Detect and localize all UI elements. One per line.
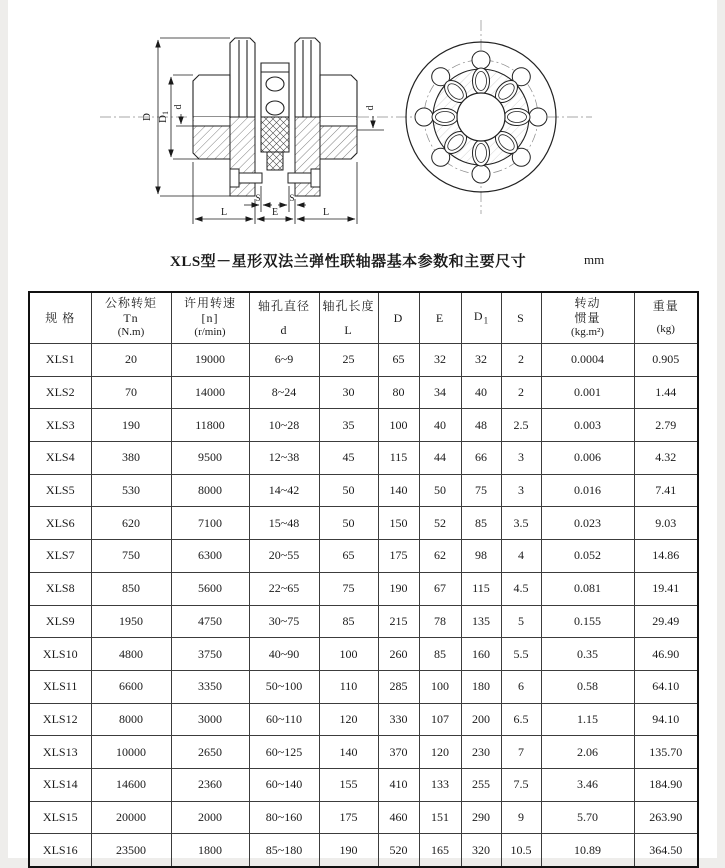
cell: 184.90 bbox=[634, 768, 698, 801]
coupling-drawing-svg bbox=[0, 0, 725, 245]
cell: 133 bbox=[419, 768, 461, 801]
cell: 140 bbox=[378, 474, 419, 507]
row-label: XLS1 bbox=[29, 344, 91, 377]
header-line: S bbox=[517, 310, 525, 325]
cell: 850 bbox=[91, 572, 171, 605]
header-line: (kg) bbox=[656, 323, 675, 336]
cell: 1.15 bbox=[541, 703, 634, 736]
cell: 7100 bbox=[171, 507, 249, 540]
cell: 60~125 bbox=[249, 736, 319, 769]
cell: 120 bbox=[419, 736, 461, 769]
cell: 50 bbox=[319, 474, 378, 507]
cell: 0.0004 bbox=[541, 344, 634, 377]
table-row bbox=[29, 507, 698, 540]
cell: 364.50 bbox=[634, 834, 698, 867]
cell: 20 bbox=[91, 344, 171, 377]
cell: 110 bbox=[319, 670, 378, 703]
cell: 0.001 bbox=[541, 376, 634, 409]
cell: 98 bbox=[461, 540, 501, 573]
table-row bbox=[29, 801, 698, 834]
cell: 0.052 bbox=[541, 540, 634, 573]
header-line: $D_1$ bbox=[473, 309, 489, 326]
cell: 46.90 bbox=[634, 638, 698, 671]
cell: 151 bbox=[419, 801, 461, 834]
cell: 19000 bbox=[171, 344, 249, 377]
cell: 165 bbox=[419, 834, 461, 867]
cell: 530 bbox=[91, 474, 171, 507]
cell: 5.5 bbox=[501, 638, 541, 671]
cell: 80 bbox=[378, 376, 419, 409]
row-label: XLS3 bbox=[29, 409, 91, 442]
table-row bbox=[29, 703, 698, 736]
header-line: D bbox=[393, 310, 404, 325]
header-line: E bbox=[435, 310, 445, 325]
cell: 70 bbox=[91, 376, 171, 409]
cell: 85 bbox=[419, 638, 461, 671]
header-line: [n] bbox=[201, 311, 219, 326]
cell: 12~38 bbox=[249, 442, 319, 475]
row-label: XLS9 bbox=[29, 605, 91, 638]
cell: 100 bbox=[378, 409, 419, 442]
cell: 3350 bbox=[171, 670, 249, 703]
cell: 320 bbox=[461, 834, 501, 867]
cell: 3750 bbox=[171, 638, 249, 671]
cell: 80~160 bbox=[249, 801, 319, 834]
table-row bbox=[29, 768, 698, 801]
cell: 260 bbox=[378, 638, 419, 671]
header-line: L bbox=[344, 322, 353, 337]
cell: 115 bbox=[461, 572, 501, 605]
cell: 115 bbox=[378, 442, 419, 475]
spec-table bbox=[28, 291, 699, 868]
cell: 40~90 bbox=[249, 638, 319, 671]
cell: 44 bbox=[419, 442, 461, 475]
cell: 3000 bbox=[171, 703, 249, 736]
cell: 30 bbox=[319, 376, 378, 409]
cell: 0.155 bbox=[541, 605, 634, 638]
cell: 200 bbox=[461, 703, 501, 736]
cell: 60~110 bbox=[249, 703, 319, 736]
cell: 6.5 bbox=[501, 703, 541, 736]
dim-label-D: D bbox=[141, 113, 153, 121]
cell: 10.89 bbox=[541, 834, 634, 867]
cell: 155 bbox=[319, 768, 378, 801]
cell: 5600 bbox=[171, 572, 249, 605]
column-header-1 bbox=[91, 292, 171, 344]
cell: 175 bbox=[378, 540, 419, 573]
cell: 9.03 bbox=[634, 507, 698, 540]
cell: 620 bbox=[91, 507, 171, 540]
cell: 107 bbox=[419, 703, 461, 736]
cell: 14000 bbox=[171, 376, 249, 409]
cell: 34 bbox=[419, 376, 461, 409]
table-row bbox=[29, 474, 698, 507]
front-view bbox=[406, 42, 556, 192]
column-header-4 bbox=[319, 292, 378, 344]
cell: 160 bbox=[461, 638, 501, 671]
cell: 2650 bbox=[171, 736, 249, 769]
cell: 22~65 bbox=[249, 572, 319, 605]
cell: 0.006 bbox=[541, 442, 634, 475]
table-row bbox=[29, 736, 698, 769]
cell: 48 bbox=[461, 409, 501, 442]
table-row bbox=[29, 638, 698, 671]
cell: 6 bbox=[501, 670, 541, 703]
cell: 32 bbox=[461, 344, 501, 377]
technical-drawing bbox=[0, 0, 725, 245]
header-line: 重量 bbox=[652, 299, 679, 314]
row-label: XLS14 bbox=[29, 768, 91, 801]
table-row bbox=[29, 572, 698, 605]
cell: 4 bbox=[501, 540, 541, 573]
cell: 75 bbox=[461, 474, 501, 507]
cell: 4.32 bbox=[634, 442, 698, 475]
cell: 45 bbox=[319, 442, 378, 475]
cell: 85~180 bbox=[249, 834, 319, 867]
cell: 10~28 bbox=[249, 409, 319, 442]
page-title: XLS型－星形双法兰弹性联轴器基本参数和主要尺寸 bbox=[170, 254, 527, 270]
row-label: XLS12 bbox=[29, 703, 91, 736]
cell: 66 bbox=[461, 442, 501, 475]
cell: 20000 bbox=[91, 801, 171, 834]
title-row bbox=[0, 248, 725, 272]
cell: 7.41 bbox=[634, 474, 698, 507]
header-line: (r/min) bbox=[194, 326, 226, 339]
cell: 750 bbox=[91, 540, 171, 573]
header-line: 轴孔长度 bbox=[322, 298, 375, 313]
row-label: XLS10 bbox=[29, 638, 91, 671]
cell: 263.90 bbox=[634, 801, 698, 834]
cell: 2.79 bbox=[634, 409, 698, 442]
cell: 180 bbox=[461, 670, 501, 703]
cell: 0.081 bbox=[541, 572, 634, 605]
cell: 23500 bbox=[91, 834, 171, 867]
column-header-10 bbox=[634, 292, 698, 344]
cell: 9500 bbox=[171, 442, 249, 475]
cell: 370 bbox=[378, 736, 419, 769]
cell: 3 bbox=[501, 442, 541, 475]
cell: 2.5 bbox=[501, 409, 541, 442]
cell: 460 bbox=[378, 801, 419, 834]
cell: 2 bbox=[501, 376, 541, 409]
cell: 35 bbox=[319, 409, 378, 442]
cell: 14600 bbox=[91, 768, 171, 801]
cell: 0.016 bbox=[541, 474, 634, 507]
cell: 255 bbox=[461, 768, 501, 801]
cell: 11800 bbox=[171, 409, 249, 442]
row-label: XLS13 bbox=[29, 736, 91, 769]
cell: 10.5 bbox=[501, 834, 541, 867]
cell: 64.10 bbox=[634, 670, 698, 703]
row-label: XLS6 bbox=[29, 507, 91, 540]
cell: 50 bbox=[319, 507, 378, 540]
cell: 175 bbox=[319, 801, 378, 834]
cell: 1800 bbox=[171, 834, 249, 867]
cell: 10000 bbox=[91, 736, 171, 769]
cell: 150 bbox=[378, 507, 419, 540]
cell: 410 bbox=[378, 768, 419, 801]
row-label: XLS7 bbox=[29, 540, 91, 573]
cell: 100 bbox=[419, 670, 461, 703]
cell: 190 bbox=[319, 834, 378, 867]
cell: 290 bbox=[461, 801, 501, 834]
cell: 20~55 bbox=[249, 540, 319, 573]
cell: 0.35 bbox=[541, 638, 634, 671]
table-row bbox=[29, 605, 698, 638]
column-header-7 bbox=[461, 292, 501, 344]
cell: 520 bbox=[378, 834, 419, 867]
section-view bbox=[193, 38, 357, 196]
cell: 0.58 bbox=[541, 670, 634, 703]
cell: 85 bbox=[461, 507, 501, 540]
row-label: XLS5 bbox=[29, 474, 91, 507]
table-row bbox=[29, 834, 698, 867]
column-header-8 bbox=[501, 292, 541, 344]
dim-label-L-right: L bbox=[322, 207, 330, 218]
cell: 285 bbox=[378, 670, 419, 703]
header-line: 轴孔直径 bbox=[257, 298, 310, 313]
cell: 40 bbox=[461, 376, 501, 409]
cell: 0.023 bbox=[541, 507, 634, 540]
cell: 2360 bbox=[171, 768, 249, 801]
cell: 60~140 bbox=[249, 768, 319, 801]
table-row bbox=[29, 670, 698, 703]
dim-label-L-left: L bbox=[220, 207, 228, 218]
header-line: Tn bbox=[123, 311, 139, 326]
unit-label: mm bbox=[584, 252, 605, 267]
column-header-9 bbox=[541, 292, 634, 344]
cell: 230 bbox=[461, 736, 501, 769]
cell: 190 bbox=[378, 572, 419, 605]
column-header-3 bbox=[249, 292, 319, 344]
cell: 1.44 bbox=[634, 376, 698, 409]
cell: 40 bbox=[419, 409, 461, 442]
cell: 75 bbox=[319, 572, 378, 605]
cell: 14~42 bbox=[249, 474, 319, 507]
cell: 8~24 bbox=[249, 376, 319, 409]
cell: 8000 bbox=[91, 703, 171, 736]
cell: 6~9 bbox=[249, 344, 319, 377]
cell: 3 bbox=[501, 474, 541, 507]
cell: 9 bbox=[501, 801, 541, 834]
row-label: XLS8 bbox=[29, 572, 91, 605]
cell: 0.905 bbox=[634, 344, 698, 377]
cell: 32 bbox=[419, 344, 461, 377]
cell: 52 bbox=[419, 507, 461, 540]
row-label: XLS16 bbox=[29, 834, 91, 867]
table-header bbox=[29, 292, 698, 344]
cell: 5.70 bbox=[541, 801, 634, 834]
header-line: d bbox=[280, 322, 288, 337]
table-row bbox=[29, 344, 698, 377]
cell: 190 bbox=[91, 409, 171, 442]
cell: 8000 bbox=[171, 474, 249, 507]
header-line: (N.m) bbox=[117, 326, 145, 339]
table-row bbox=[29, 540, 698, 573]
table-row bbox=[29, 376, 698, 409]
dim-label-S-left: S bbox=[255, 193, 261, 203]
header-line: 转动 bbox=[574, 296, 601, 311]
cell: 14.86 bbox=[634, 540, 698, 573]
cell: 4750 bbox=[171, 605, 249, 638]
cell: 29.49 bbox=[634, 605, 698, 638]
cell: 0.003 bbox=[541, 409, 634, 442]
cell: 330 bbox=[378, 703, 419, 736]
cell: 140 bbox=[319, 736, 378, 769]
header-line: 规 格 bbox=[45, 310, 76, 325]
cell: 6300 bbox=[171, 540, 249, 573]
row-label: XLS15 bbox=[29, 801, 91, 834]
cell: 25 bbox=[319, 344, 378, 377]
column-header-2 bbox=[171, 292, 249, 344]
cell: 2.06 bbox=[541, 736, 634, 769]
header-line: (kg.m²) bbox=[571, 326, 604, 339]
dim-label-d-left: d bbox=[173, 104, 184, 110]
row-label: XLS4 bbox=[29, 442, 91, 475]
cell: 50 bbox=[419, 474, 461, 507]
dim-label-S-right: S bbox=[289, 193, 295, 203]
cell: 215 bbox=[378, 605, 419, 638]
cell: 4800 bbox=[91, 638, 171, 671]
table-row bbox=[29, 409, 698, 442]
cell: 5 bbox=[501, 605, 541, 638]
cell: 2 bbox=[501, 344, 541, 377]
row-label: XLS11 bbox=[29, 670, 91, 703]
cell: 78 bbox=[419, 605, 461, 638]
cell: 19.41 bbox=[634, 572, 698, 605]
cell: 3.5 bbox=[501, 507, 541, 540]
cell: 7.5 bbox=[501, 768, 541, 801]
cell: 3.46 bbox=[541, 768, 634, 801]
cell: 15~48 bbox=[249, 507, 319, 540]
cell: 380 bbox=[91, 442, 171, 475]
cell: 135.70 bbox=[634, 736, 698, 769]
table-row bbox=[29, 442, 698, 475]
cell: 65 bbox=[378, 344, 419, 377]
cell: 67 bbox=[419, 572, 461, 605]
column-header-0 bbox=[29, 292, 91, 344]
cell: 4.5 bbox=[501, 572, 541, 605]
cell: 85 bbox=[319, 605, 378, 638]
row-label: XLS2 bbox=[29, 376, 91, 409]
cell: 1950 bbox=[91, 605, 171, 638]
column-header-5 bbox=[378, 292, 419, 344]
cell: 50~100 bbox=[249, 670, 319, 703]
cell: 120 bbox=[319, 703, 378, 736]
cell: 30~75 bbox=[249, 605, 319, 638]
cell: 7 bbox=[501, 736, 541, 769]
dim-label-E: E bbox=[271, 207, 279, 218]
header-line: 惯量 bbox=[574, 311, 601, 326]
cell: 6600 bbox=[91, 670, 171, 703]
header-line: 公称转矩 bbox=[104, 296, 157, 311]
cell: 94.10 bbox=[634, 703, 698, 736]
cell: 100 bbox=[319, 638, 378, 671]
cell: 2000 bbox=[171, 801, 249, 834]
dim-label-d-right: d bbox=[365, 105, 376, 111]
dim-label-D1: D1 bbox=[157, 111, 170, 123]
cell: 135 bbox=[461, 605, 501, 638]
cell: 65 bbox=[319, 540, 378, 573]
column-header-6 bbox=[419, 292, 461, 344]
header-line: 许用转速 bbox=[183, 296, 236, 311]
cell: 62 bbox=[419, 540, 461, 573]
